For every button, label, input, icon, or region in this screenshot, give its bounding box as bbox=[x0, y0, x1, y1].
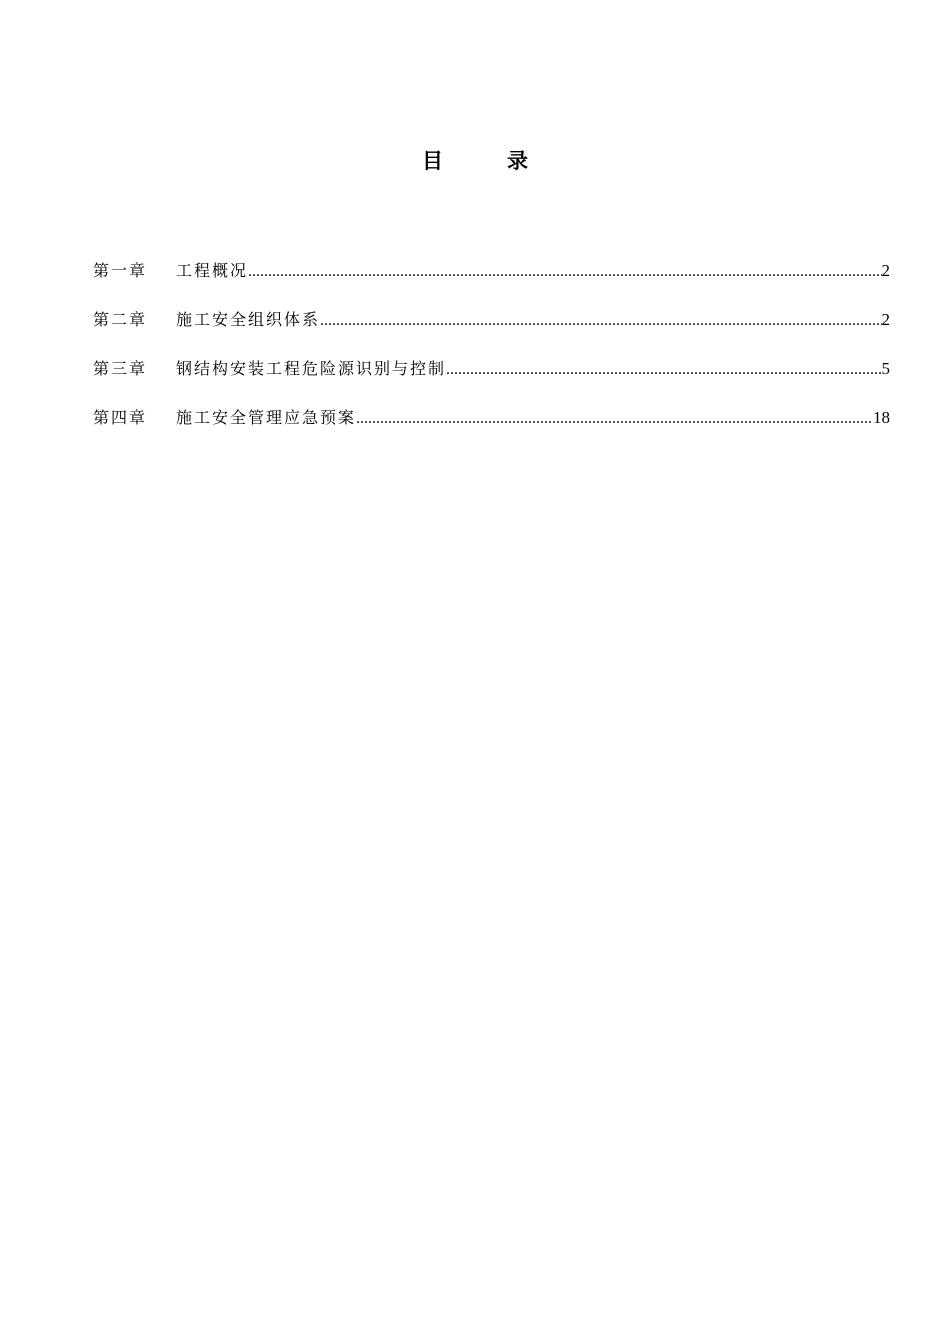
toc-leader-dots bbox=[248, 257, 881, 287]
toc-entry[interactable] bbox=[93, 403, 890, 452]
toc-page-number: 18 bbox=[873, 408, 890, 427]
toc-entry[interactable] bbox=[93, 305, 890, 354]
toc-title-part-2: 录 bbox=[507, 149, 528, 173]
toc-chapter-number: 第四章 bbox=[93, 408, 148, 427]
toc-leader-dots bbox=[320, 306, 881, 336]
toc-leader-dots bbox=[356, 404, 873, 434]
toc-chapter-number: 第二章 bbox=[93, 310, 148, 329]
toc-title-part-1: 目 bbox=[422, 149, 443, 173]
toc-entry-title: 施工安全管理应急预案 bbox=[176, 408, 357, 427]
toc-title bbox=[0, 146, 950, 176]
toc-entry[interactable] bbox=[93, 354, 890, 403]
toc-entry-title: 施工安全组织体系 bbox=[176, 310, 321, 329]
toc-page-number: 2 bbox=[881, 261, 890, 280]
toc-entry[interactable] bbox=[93, 256, 890, 305]
toc-page-number: 2 bbox=[881, 310, 890, 329]
toc-leader-dots bbox=[446, 355, 881, 385]
toc-page-number: 5 bbox=[881, 359, 890, 378]
toc-entry-title: 工程概况 bbox=[176, 261, 249, 280]
table-of-contents bbox=[93, 256, 890, 452]
toc-chapter-number: 第三章 bbox=[93, 359, 148, 378]
toc-entry-title: 钢结构安装工程危险源识别与控制 bbox=[176, 359, 447, 378]
toc-chapter-number: 第一章 bbox=[93, 261, 148, 280]
